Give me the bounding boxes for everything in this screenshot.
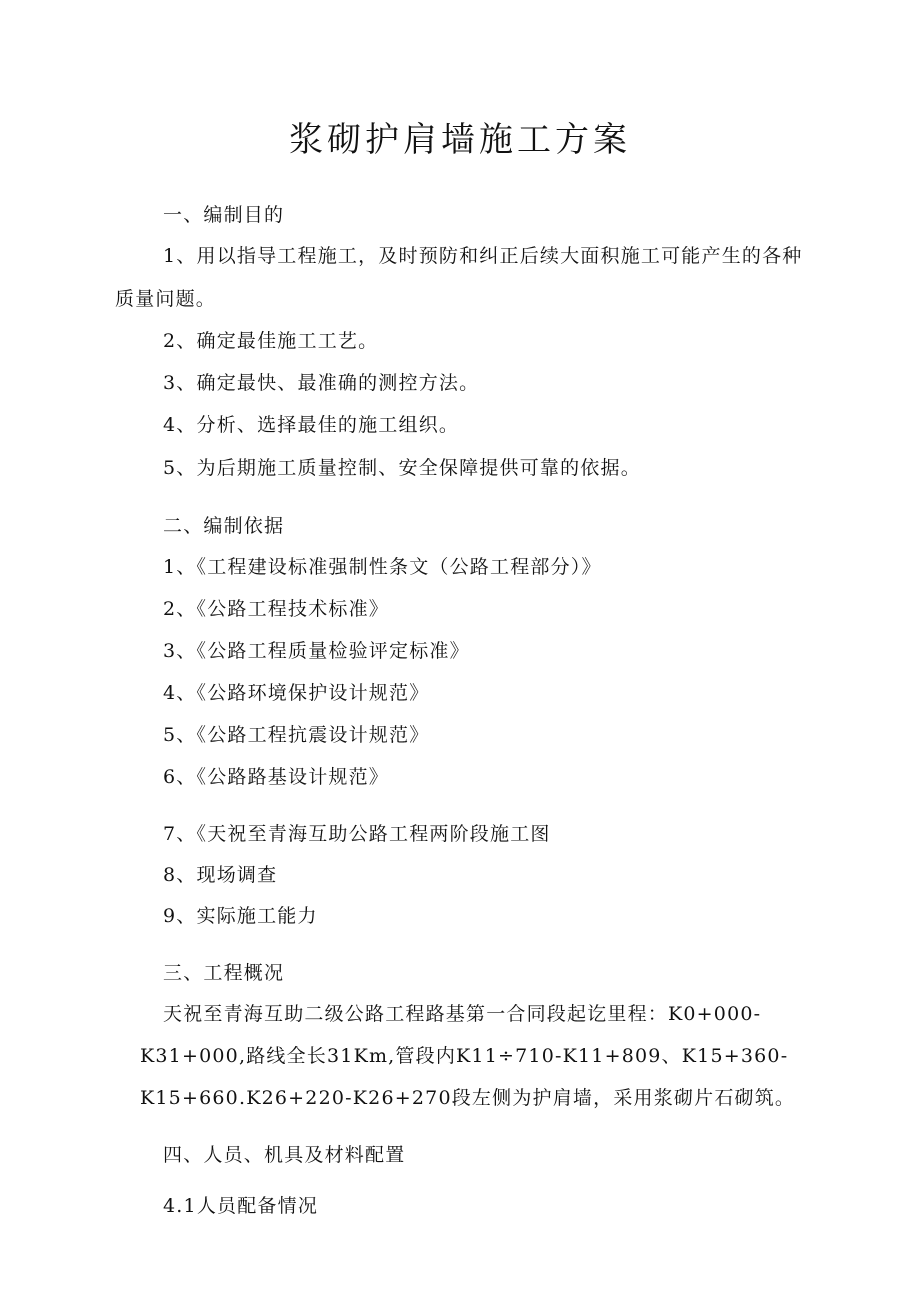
list-item: 1、《工程建设标准强制性条文（公路工程部分）》 <box>163 556 602 578</box>
list-item: 3、确定最快、最准确的测控方法。 <box>163 372 480 394</box>
list-item-continuation: 质量问题。 <box>115 288 217 310</box>
list-item: 4、分析、选择最佳的施工组织。 <box>163 414 460 436</box>
section-heading-overview: 三、工程概况 <box>163 962 285 984</box>
list-item: 7、《天祝至青海互助公路工程两阶段施工图 <box>163 823 551 845</box>
list-item: 2、确定最佳施工工艺。 <box>163 330 379 352</box>
list-item: 5、为后期施工质量控制、安全保障提供可靠的依据。 <box>163 457 641 479</box>
document-title: 浆砌护肩墙施工方案 <box>289 120 631 160</box>
list-item: 6、《公路路基设计规范》 <box>163 766 389 788</box>
list-item: 4、《公路环境保护设计规范》 <box>163 682 430 704</box>
subsection-heading: 4.1人员配备情况 <box>163 1195 319 1217</box>
paragraph-line: 天祝至青海互助二级公路工程路基第一合同段起讫里程：K0+000- <box>163 1003 762 1025</box>
section-heading-purpose: 一、编制目的 <box>163 204 285 226</box>
list-item: 8、现场调查 <box>163 864 278 886</box>
section-heading-basis: 二、编制依据 <box>163 515 285 537</box>
list-item: 3、《公路工程质量检验评定标准》 <box>163 640 470 662</box>
list-item: 1、用以指导工程施工，及时预防和纠正后续大面积施工可能产生的各种 <box>163 245 803 267</box>
section-heading-resources: 四、人员、机具及材料配置 <box>163 1144 406 1166</box>
list-item: 5、《公路工程抗震设计规范》 <box>163 724 430 746</box>
list-item: 9、实际施工能力 <box>163 905 318 927</box>
paragraph-line: K31+000,路线全长31Km,管段内K11÷710-K11+809、K15+360- <box>140 1045 789 1067</box>
list-item: 2、《公路工程技术标准》 <box>163 598 389 620</box>
paragraph-line: K15+660.K26+220-K26+270段左侧为护肩墙，采用浆砌片石砌筑。 <box>140 1087 796 1109</box>
